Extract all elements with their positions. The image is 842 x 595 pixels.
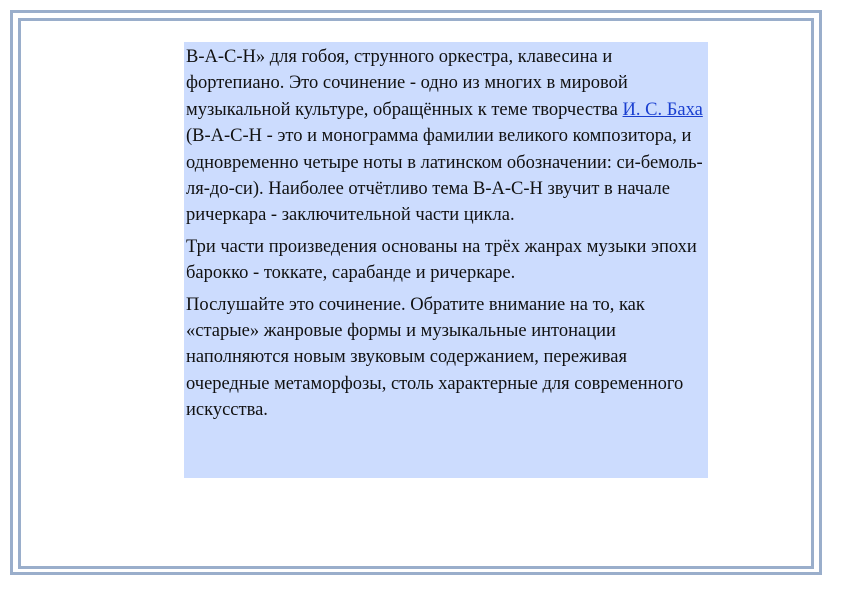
paragraph-1 xyxy=(186,44,706,229)
paragraph-3: Послушайте это сочинение. Обратите внимание на то, как «старые» жанровые формы и музыкальные интонации наполняются новым звуковым содержанием, переживая очередные метаморфозы, столь характерные для современного искусства. xyxy=(186,294,684,421)
paragraph-1-text-end: (B-A-C-H - это и монограмма фамилии великого композитора, и одновременно четыре ноты в латинском обозначении: си-бемоль-ля-до-си). Наиболее отчётливо тема B-A-C-H звучит в начале ричеркара - заключительной части цикла. xyxy=(186,126,703,226)
text-block xyxy=(184,42,708,478)
bach-link[interactable]: И. С. Баха xyxy=(622,99,703,120)
paragraph-2: Три части произведения основаны на трёх жанрах музыки эпохи барокко - токкате, сарабанде и ричеркаре. xyxy=(186,236,697,284)
paragraph-1-text-start: B-A-C-H» для гобоя, струнного оркестра, клавесина и фортепиано. Это сочинение - одно из многих в мировой музыкальной культуре, обращённых к теме творчества xyxy=(186,47,628,120)
